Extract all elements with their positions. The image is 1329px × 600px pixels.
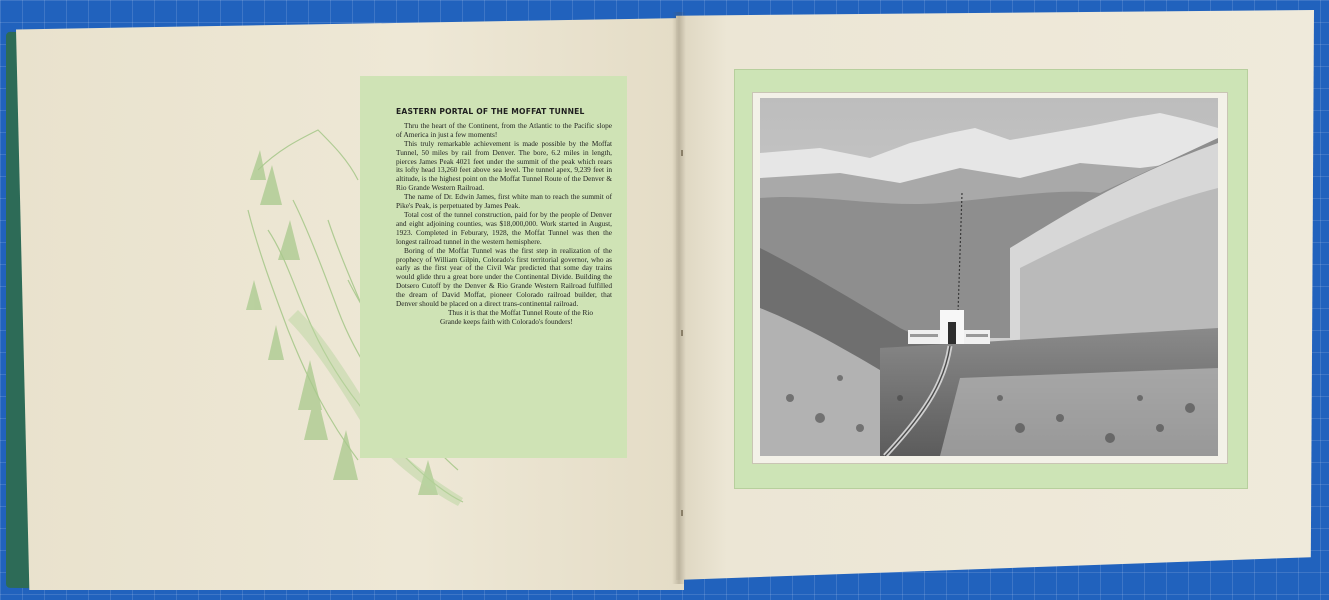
binding-stitch: [681, 510, 683, 516]
article: [396, 108, 612, 327]
article-paragraph: Thru the heart of the Continent, from the Atlantic to the Pacific slope of America in just a few moments!: [396, 120, 612, 139]
binding-stitch: [681, 150, 683, 156]
article-closing-paragraph: Thus it is that the Moffat Tunnel Route of the Rio Grande keeps faith with Colorado's founders!: [440, 307, 593, 326]
article-paragraph: Total cost of the tunnel construction, paid for by the people of Denver and eight adjoining counties, was $18,000,000. Work started in August, 1923. Completed in Feburary, 1928, the Moffat Tunnel was then the longest railroad tunnel in the western hemisphere.: [396, 209, 612, 246]
binding-stitch: [681, 330, 683, 336]
article-paragraph: Boring of the Moffat Tunnel was the first step in realization of the prophecy of William Gilpin, Colorado's first territorial governor, who as early as the first year of the Civil War predicted that some day trains would glide thru a great bore under the Continental Divide. Building the Dotsero Cutoff by the Denver & Rio Grande Western Railroad fulfilled the dream of David Moffat, pioneer Colorado railroad builder, that Denver should be placed on a direct trans-continental railroad.: [396, 245, 612, 309]
article-title: EASTERN PORTAL OF THE MOFFAT TUNNEL: [396, 107, 585, 116]
article-paragraph: This truly remarkable achievement is made possible by the Moffat Tunnel, 50 miles by rail from Denver. The bore, 6.2 miles in length, pierces James Peak 4021 feet under the summit of the peak which rears its lofty head 13,260 feet above sea level. The tunnel apex, 9,239 feet in altitude, is the highest point on the Moffat Tunnel Route of the Denver & Rio Grande Western Railroad.: [396, 138, 612, 193]
book-gutter: [672, 12, 686, 584]
tunnel-portal-photo: [760, 98, 1218, 456]
article-paragraph: The name of Dr. Edwin James, first white man to reach the summit of Pike's Peak, is perpetuated by James Peak.: [396, 192, 612, 211]
